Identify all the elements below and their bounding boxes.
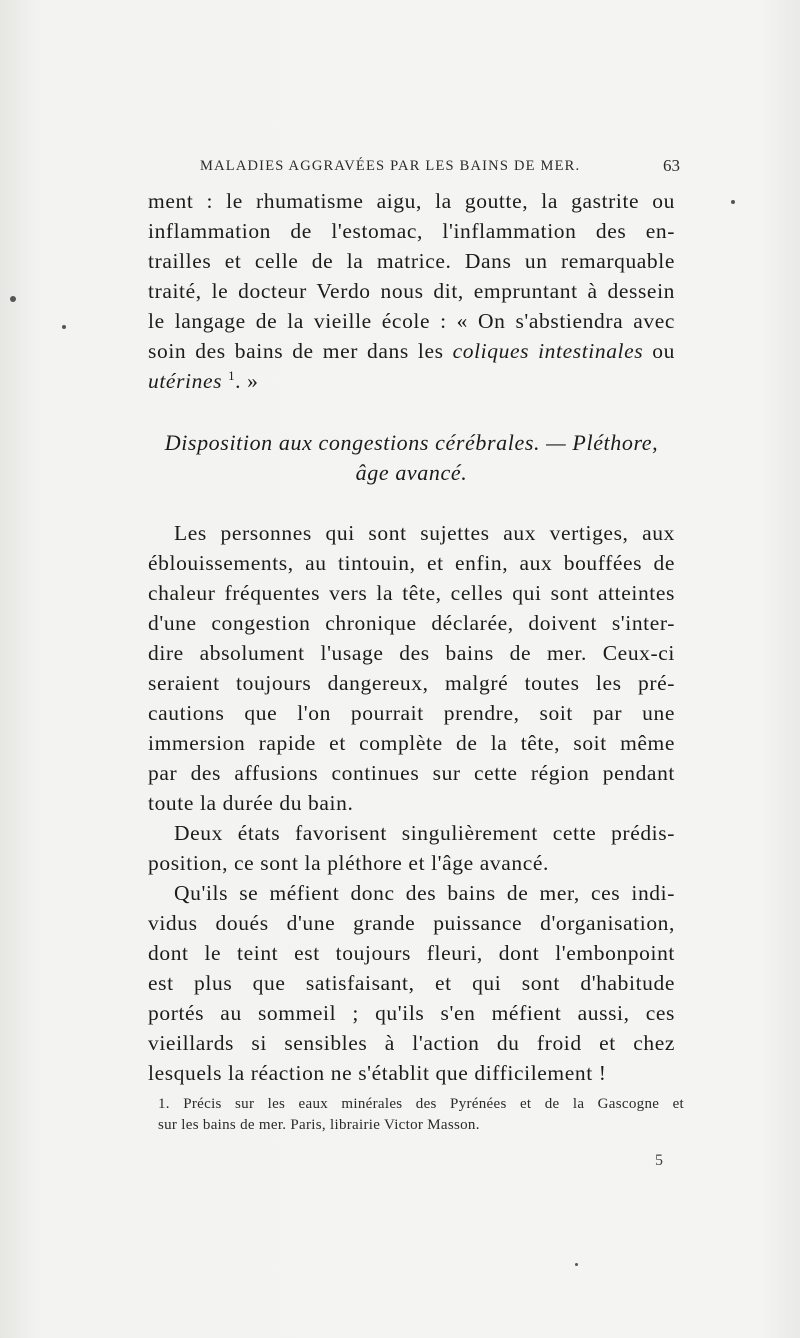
text-line: [148, 366, 675, 396]
text-line: cautions que l'on pourrait prendre, soit par une: [148, 701, 675, 725]
running-head-title: MALADIES AGGRAVÉES PAR LES BAINS DE MER.: [200, 158, 581, 174]
text-line: portés au sommeil ; qu'ils s'en méfient aussi, ces: [148, 1001, 675, 1025]
text-line: est plus que satisfaisant, et qui sont d'habitude: [148, 971, 675, 995]
italic-term: coliques intestinales: [452, 339, 644, 363]
footnote: [158, 1094, 684, 1136]
running-head: [200, 158, 680, 180]
footnote-line: 1. Précis sur les eaux minérales des Pyrénées et de la Gascogne et: [158, 1096, 684, 1112]
text-line: ment : le rhumatisme aigu, la goutte, la gastrite ou: [148, 189, 675, 213]
text-line: vidus doués d'une grande puissance d'organisation,: [148, 911, 675, 935]
ink-speck: [575, 1263, 578, 1266]
section-heading: [148, 428, 675, 488]
text-run: ou: [652, 339, 675, 363]
text-line: traité, le docteur Verdo nous dit, empruntant à dessein: [148, 279, 675, 303]
page-number: 63: [663, 156, 680, 175]
spacer: [148, 488, 675, 518]
text-line: le langage de la vieille école : « On s'abstiendra avec: [148, 309, 675, 333]
text-run: . »: [235, 369, 259, 393]
text-line: éblouissements, au tintouin, et enfin, aux bouffées de: [148, 551, 675, 575]
footnote-line: sur les bains de mer. Paris, librairie Victor Masson.: [158, 1117, 480, 1133]
text-line: seraient toujours dangereux, malgré toutes les pré-: [148, 671, 675, 695]
italic-term: utérines: [148, 369, 223, 393]
paragraph: [148, 818, 675, 878]
text-line: par des affusions continues sur cette région pendant: [148, 761, 675, 785]
text-line: d'une congestion chronique déclarée, doivent s'inter-: [148, 611, 675, 635]
text-run: soin des bains de mer dans les: [148, 339, 444, 363]
ink-speck: [10, 296, 16, 302]
paragraph: [148, 878, 675, 1088]
text-line: lesquels la réaction ne s'établit que difficilement !: [148, 1061, 607, 1085]
text-line: immersion rapide et complète de la tête, soit même: [148, 731, 675, 755]
text-line: dire absolument l'usage des bains de mer. Ceux-ci: [148, 641, 675, 665]
section-heading-line: Disposition aux congestions cérébrales. — Pléthore,: [164, 430, 659, 455]
text-line: Les personnes qui sont sujettes aux vertiges, aux: [174, 521, 675, 545]
text-line: chaleur fréquentes vers la tête, celles qui sont atteintes: [148, 581, 675, 605]
paragraph: [148, 518, 675, 818]
ink-speck: [731, 200, 735, 204]
text-line: toute la durée du bain.: [148, 791, 354, 815]
text-line: Qu'ils se méfient donc des bains de mer, ces indi-: [174, 881, 675, 905]
text-line: dont le teint est toujours fleuri, dont l'embonpoint: [148, 941, 675, 965]
ink-speck: [62, 325, 66, 329]
signature-mark: 5: [655, 1152, 663, 1169]
text-line: Deux états favorisent singulièrement cette prédis-: [174, 821, 675, 845]
paragraph-continued: [148, 186, 675, 396]
section-heading-line: âge avancé.: [355, 460, 468, 485]
text-line: [148, 336, 675, 366]
main-text: [148, 186, 675, 1088]
text-line: trailles et celle de la matrice. Dans un remarquable: [148, 249, 675, 273]
footnote-reference: 1: [228, 368, 236, 383]
text-line: position, ce sont la pléthore et l'âge avancé.: [148, 851, 550, 875]
text-line: vieillards si sensibles à l'action du froid et chez: [148, 1031, 675, 1055]
text-line: inflammation de l'estomac, l'inflammation des en-: [148, 219, 675, 243]
